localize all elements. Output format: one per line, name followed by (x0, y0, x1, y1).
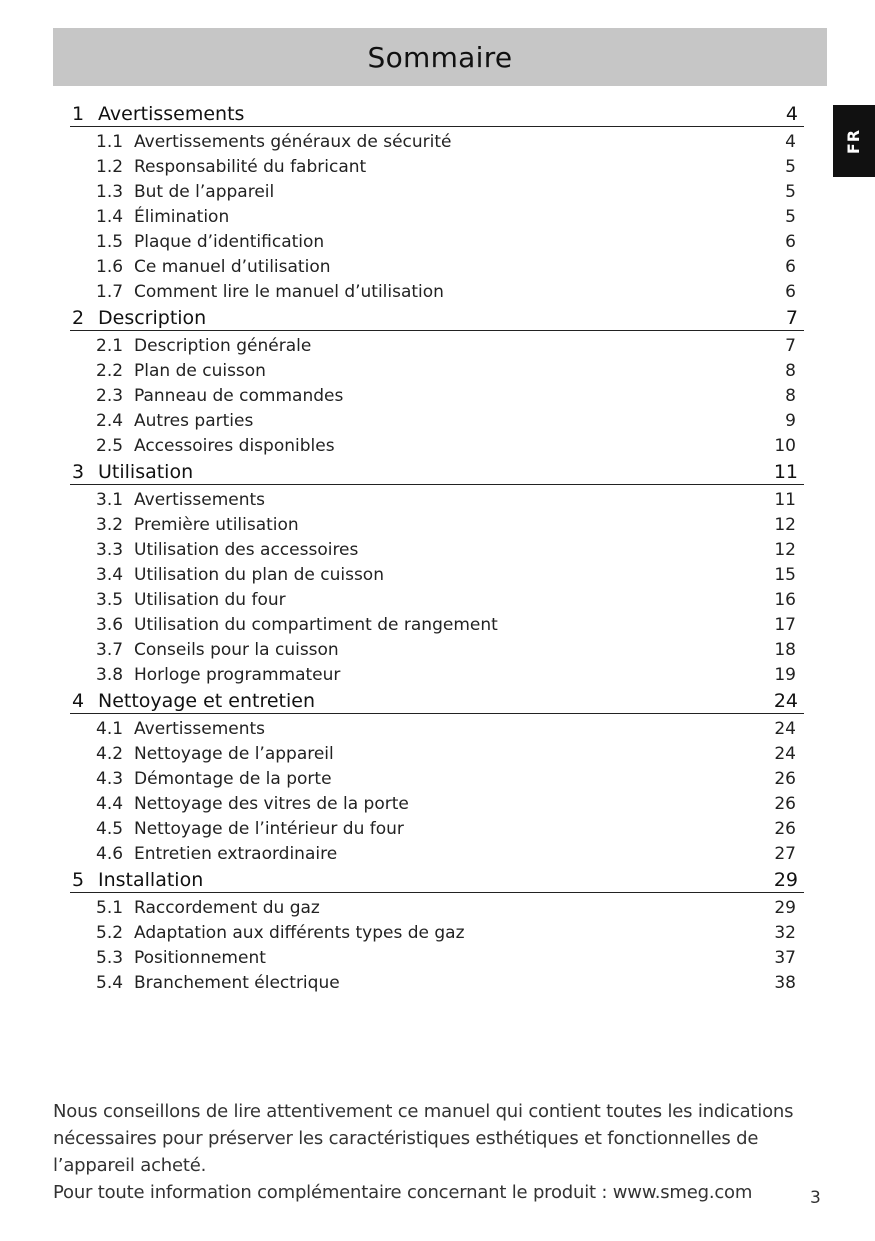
toc-entry-2-4[interactable] (70, 408, 804, 433)
toc-entry-3-3[interactable] (70, 537, 804, 562)
entry-page: 6 (785, 256, 796, 277)
entry-number: 1.3 (96, 181, 124, 202)
toc-entry-2-3[interactable] (70, 383, 804, 408)
entry-page: 19 (774, 664, 796, 685)
toc-entry-2-5[interactable] (70, 433, 804, 458)
entry-number: 1.5 (96, 231, 124, 252)
entry-page: 27 (774, 843, 796, 864)
entry-page: 5 (785, 156, 796, 177)
toc-entry-3-8[interactable] (70, 662, 804, 687)
entry-title: Avertissements (134, 718, 266, 739)
entry-page: 8 (785, 385, 796, 406)
title-bar (53, 28, 827, 86)
toc-section-5[interactable] (70, 866, 804, 893)
entry-page: 7 (785, 335, 796, 356)
toc-entry-3-6[interactable] (70, 612, 804, 637)
entry-page: 32 (774, 922, 796, 943)
section-title: Description (98, 306, 207, 329)
entry-title: Nettoyage de l’intérieur du four (134, 818, 404, 839)
entry-title: But de l’appareil (134, 181, 275, 202)
entry-number: 3.8 (96, 664, 124, 685)
entry-page: 26 (774, 818, 796, 839)
toc-entry-3-5[interactable] (70, 587, 804, 612)
entry-title: Utilisation du four (134, 589, 286, 610)
toc-section-4[interactable] (70, 687, 804, 714)
entry-page: 26 (774, 768, 796, 789)
entry-page: 29 (774, 897, 796, 918)
toc-entry-5-1[interactable] (70, 895, 804, 920)
entry-title: Nettoyage de l’appareil (134, 743, 334, 764)
entry-page: 24 (774, 743, 796, 764)
toc-entry-4-6[interactable] (70, 841, 804, 866)
toc-entry-5-2[interactable] (70, 920, 804, 945)
entry-page: 37 (774, 947, 796, 968)
entry-title: Description générale (134, 335, 312, 356)
section-number: 2 (72, 306, 85, 329)
toc-entry-4-4[interactable] (70, 791, 804, 816)
entry-number: 3.3 (96, 539, 124, 560)
section-title: Utilisation (98, 460, 194, 483)
entry-number: 5.4 (96, 972, 124, 993)
entry-title: Responsabilité du fabricant (134, 156, 367, 177)
language-tab (833, 105, 875, 177)
entry-page: 24 (774, 718, 796, 739)
entry-title: Comment lire le manuel d’utilisation (134, 281, 444, 302)
language-tab-label: FR (844, 128, 864, 154)
entry-page: 18 (774, 639, 796, 660)
section-number: 5 (72, 868, 85, 891)
entry-page: 38 (774, 972, 796, 993)
toc-entry-3-2[interactable] (70, 512, 804, 537)
entry-title: Nettoyage des vitres de la porte (134, 793, 409, 814)
entry-page: 9 (785, 410, 796, 431)
entry-number: 1.4 (96, 206, 124, 227)
section-title: Installation (98, 868, 204, 891)
toc-entry-4-3[interactable] (70, 766, 804, 791)
toc-entry-5-3[interactable] (70, 945, 804, 970)
toc-section-3[interactable] (70, 458, 804, 485)
toc-entry-4-5[interactable] (70, 816, 804, 841)
section-page: 29 (773, 868, 798, 891)
entry-page: 17 (774, 614, 796, 635)
entry-number: 2.5 (96, 435, 124, 456)
footer-line-2: nécessaires pour préserver les caractéristiques esthétiques et fonctionnelles de l’appareil acheté. (53, 1128, 759, 1176)
toc-entry-2-1[interactable] (70, 333, 804, 358)
entry-title: Avertissements généraux de sécurité (134, 131, 452, 152)
entry-number: 3.1 (96, 489, 124, 510)
section-page: 4 (785, 102, 798, 125)
entry-page: 15 (774, 564, 796, 585)
entry-title: Conseils pour la cuisson (134, 639, 339, 660)
entry-page: 5 (785, 206, 796, 227)
entry-number: 3.4 (96, 564, 124, 585)
footer-line-3: Pour toute information complémentaire concernant le produit : www.smeg.com (53, 1182, 753, 1203)
entry-number: 2.3 (96, 385, 124, 406)
entry-title: Plan de cuisson (134, 360, 266, 381)
toc-entry-4-1[interactable] (70, 716, 804, 741)
entry-number: 3.2 (96, 514, 124, 535)
entry-number: 3.7 (96, 639, 124, 660)
footer-line-1: Nous conseillons de lire attentivement ce manuel qui contient toutes les indications (53, 1101, 794, 1122)
entry-page: 11 (774, 489, 796, 510)
toc-entry-1-2[interactable] (70, 154, 804, 179)
entry-number: 1.2 (96, 156, 124, 177)
entry-number: 3.6 (96, 614, 124, 635)
toc-entry-3-7[interactable] (70, 637, 804, 662)
entry-page: 6 (785, 281, 796, 302)
entry-title: Première utilisation (134, 514, 299, 535)
entry-page: 26 (774, 793, 796, 814)
entry-title: Avertissements (134, 489, 266, 510)
entry-page: 4 (785, 131, 796, 152)
entry-title: Positionnement (134, 947, 266, 968)
table-of-contents (70, 100, 804, 995)
entry-number: 5.3 (96, 947, 124, 968)
toc-entry-1-7[interactable] (70, 279, 804, 304)
footer-note (53, 1098, 843, 1206)
entry-title: Entretien extraordinaire (134, 843, 338, 864)
toc-section-1[interactable] (70, 100, 804, 127)
entry-title: Adaptation aux différents types de gaz (134, 922, 465, 943)
section-title: Avertissements (98, 102, 245, 125)
section-page: 11 (773, 460, 798, 483)
section-number: 3 (72, 460, 85, 483)
section-page: 24 (773, 689, 798, 712)
page-number: 3 (810, 1188, 821, 1208)
entry-number: 1.7 (96, 281, 124, 302)
entry-page: 10 (774, 435, 796, 456)
entry-number: 5.1 (96, 897, 124, 918)
toc-section-2[interactable] (70, 304, 804, 331)
entry-number: 4.5 (96, 818, 124, 839)
entry-number: 4.2 (96, 743, 124, 764)
toc-entry-3-1[interactable] (70, 487, 804, 512)
section-title: Nettoyage et entretien (98, 689, 316, 712)
section-page: 7 (785, 306, 798, 329)
entry-title: Branchement électrique (134, 972, 340, 993)
entry-page: 5 (785, 181, 796, 202)
toc-entry-1-1[interactable] (70, 129, 804, 154)
entry-number: 2.2 (96, 360, 124, 381)
entry-title: Autres parties (134, 410, 254, 431)
entry-page: 16 (774, 589, 796, 610)
entry-number: 3.5 (96, 589, 124, 610)
toc-entry-1-4[interactable] (70, 204, 804, 229)
entry-title: Utilisation des accessoires (134, 539, 359, 560)
section-number: 4 (72, 689, 85, 712)
entry-title: Plaque d’identification (134, 231, 325, 252)
toc-entry-4-2[interactable] (70, 741, 804, 766)
entry-title: Horloge programmateur (134, 664, 341, 685)
entry-title: Démontage de la porte (134, 768, 332, 789)
entry-number: 4.1 (96, 718, 124, 739)
entry-title: Raccordement du gaz (134, 897, 320, 918)
entry-number: 5.2 (96, 922, 124, 943)
entry-title: Panneau de commandes (134, 385, 344, 406)
entry-title: Ce manuel d’utilisation (134, 256, 331, 277)
entry-number: 4.6 (96, 843, 124, 864)
toc-entry-1-6[interactable] (70, 254, 804, 279)
toc-entry-1-5[interactable] (70, 229, 804, 254)
entry-number: 1.6 (96, 256, 124, 277)
section-number: 1 (72, 102, 85, 125)
entry-number: 4.3 (96, 768, 124, 789)
entry-page: 12 (774, 539, 796, 560)
entry-title: Accessoires disponibles (134, 435, 335, 456)
entry-number: 2.1 (96, 335, 124, 356)
entry-page: 12 (774, 514, 796, 535)
entry-title: Élimination (134, 206, 230, 227)
toc-entry-5-4[interactable] (70, 970, 804, 995)
entry-page: 6 (785, 231, 796, 252)
entry-number: 1.1 (96, 131, 124, 152)
toc-entry-3-4[interactable] (70, 562, 804, 587)
toc-entry-1-3[interactable] (70, 179, 804, 204)
entry-number: 2.4 (96, 410, 124, 431)
entry-title: Utilisation du compartiment de rangement (134, 614, 498, 635)
toc-entry-2-2[interactable] (70, 358, 804, 383)
entry-page: 8 (785, 360, 796, 381)
entry-number: 4.4 (96, 793, 124, 814)
entry-title: Utilisation du plan de cuisson (134, 564, 384, 585)
page-title: Sommaire (367, 40, 513, 74)
